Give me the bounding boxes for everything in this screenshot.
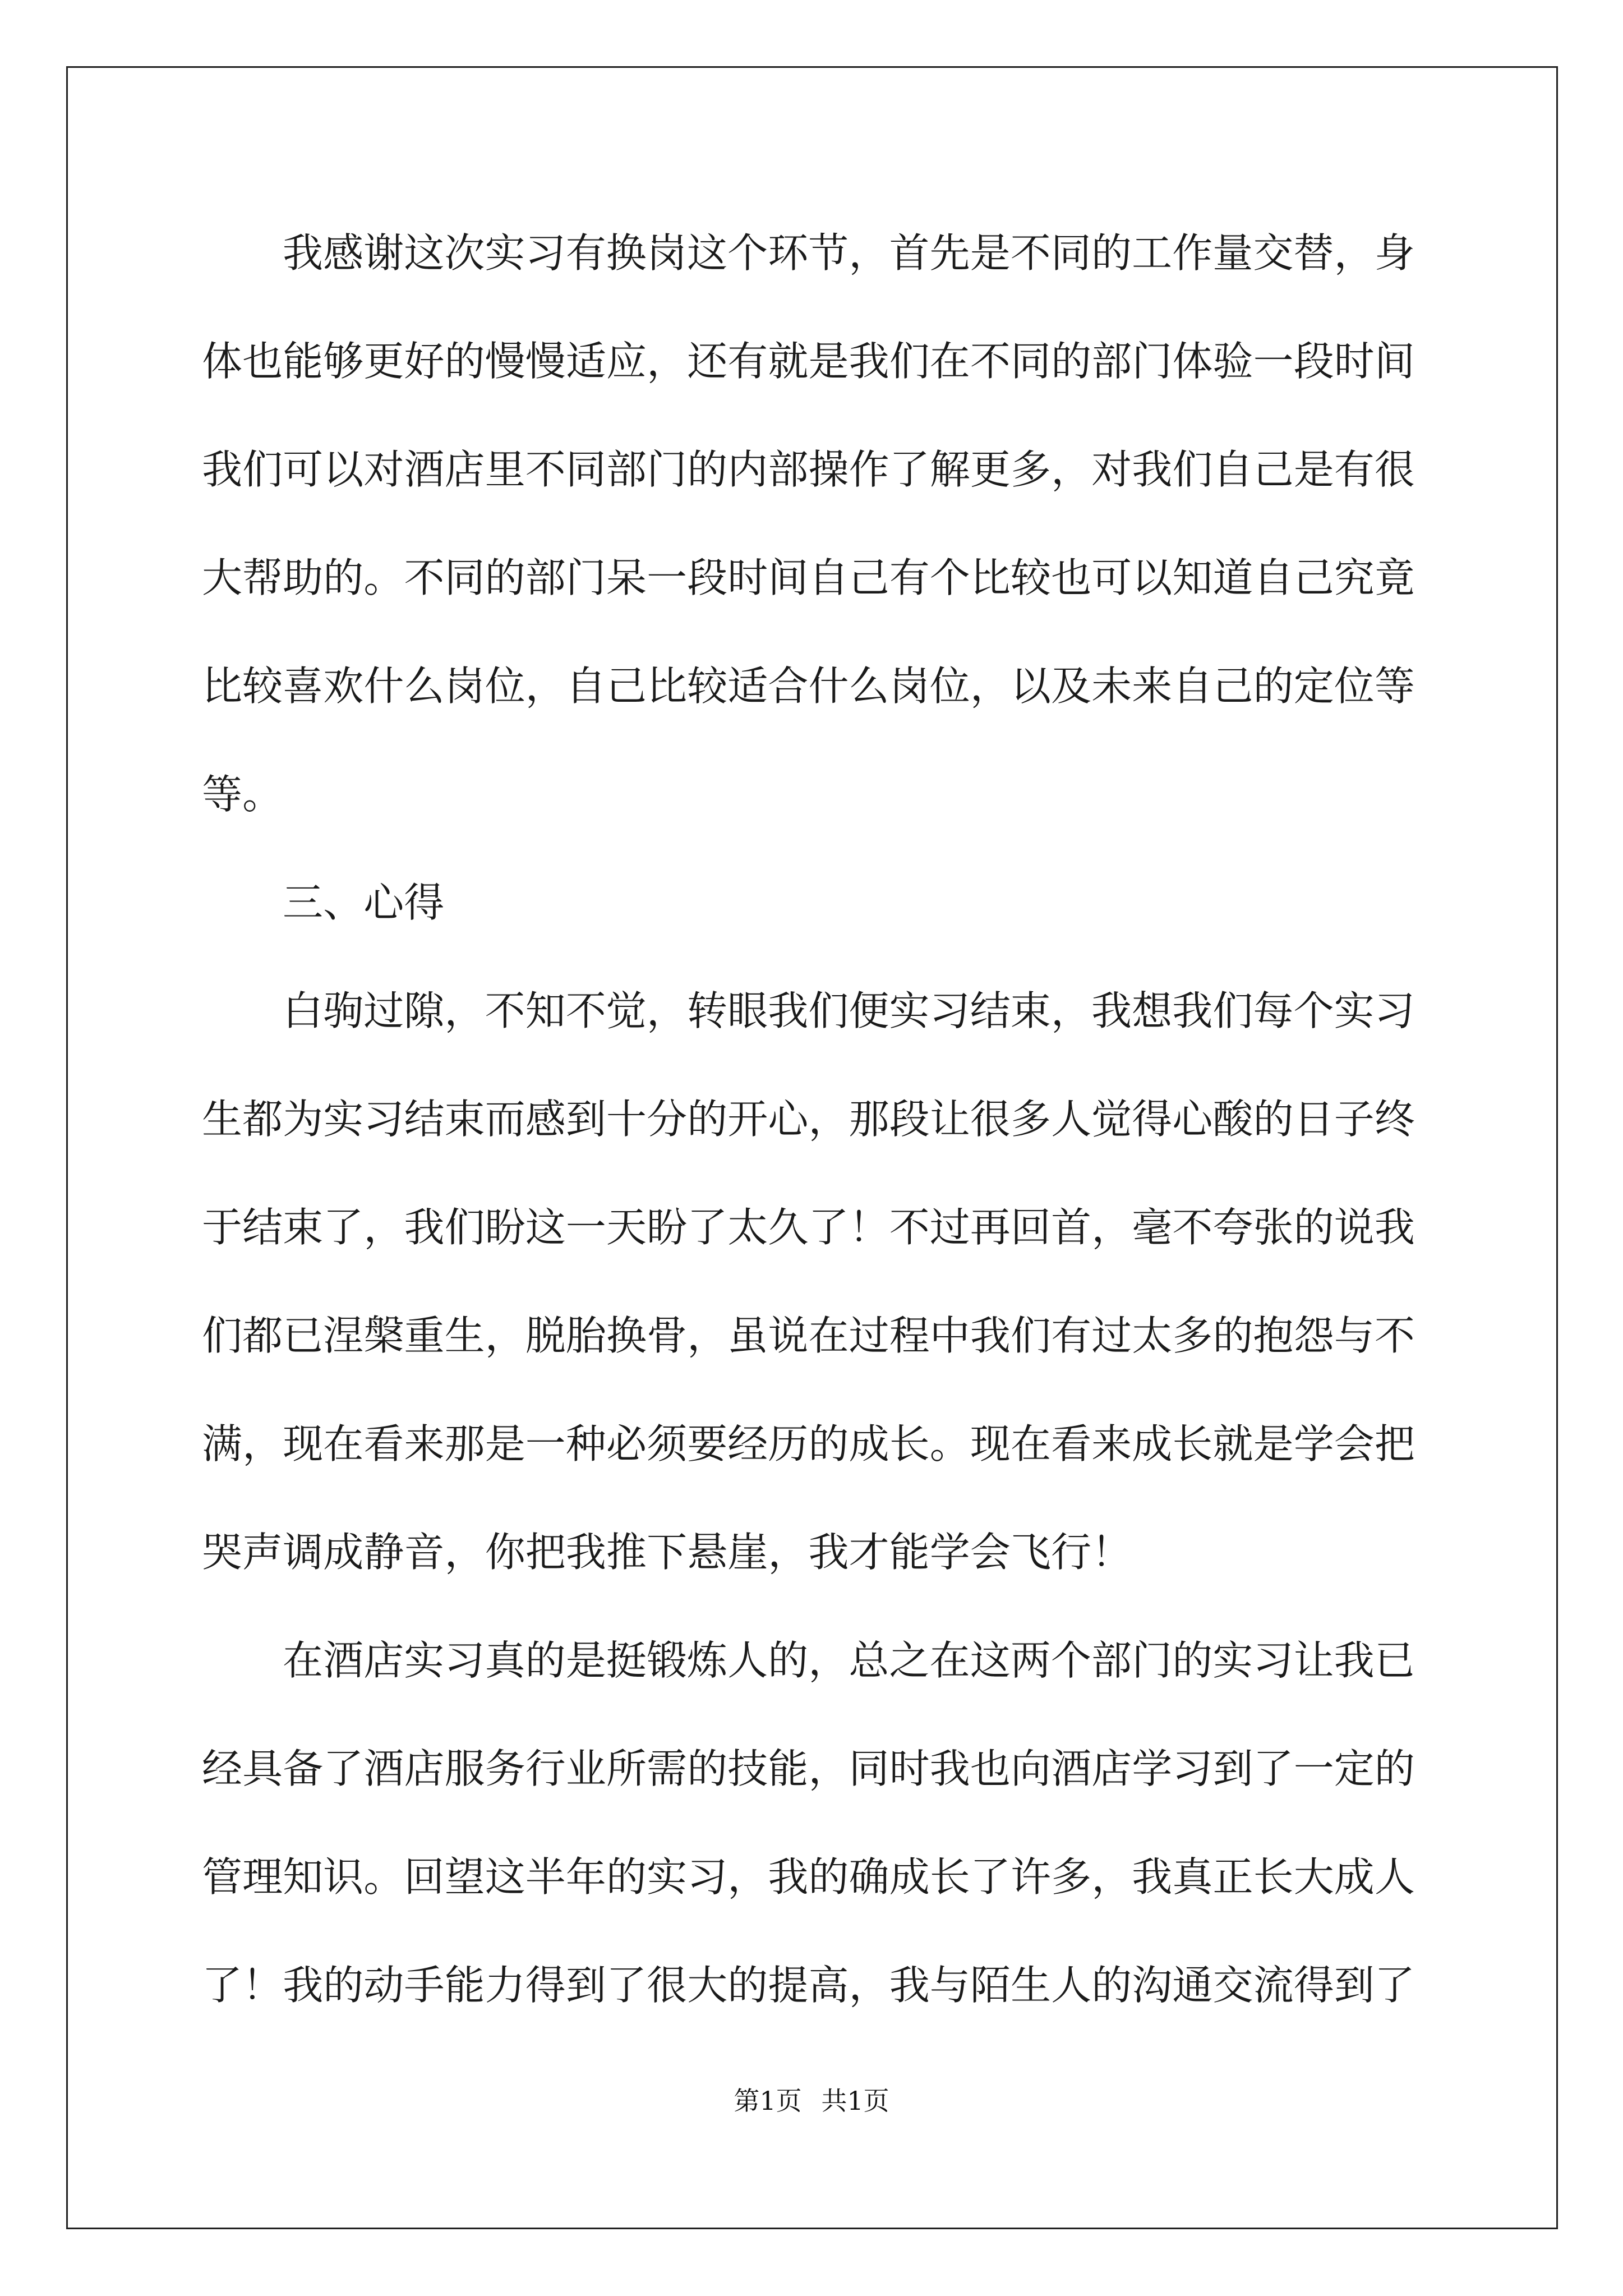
page-number: 第1页: [734, 2086, 802, 2116]
text-line: 了！我的动手能力得到了很大的提高，我与陌生人的沟通交流得到了: [202, 1962, 1415, 2009]
text-line: 大帮助的。不同的部门呆一段时间自己有个比较也可以知道自己究竟: [202, 554, 1415, 601]
document-body: [202, 199, 1430, 2040]
section-heading: 三、心得: [283, 879, 445, 926]
text-line: 体也能够更好的慢慢适应，还有就是我们在不同的部门体验一段时间: [202, 338, 1415, 385]
text-line: 等。: [202, 771, 283, 818]
text-line: 我们可以对酒店里不同部门的内部操作了解更多，对我们自己是有很: [202, 446, 1415, 493]
text-line: 白驹过隙，不知不觉，转眼我们便实习结束，我想我们每个实习: [283, 987, 1415, 1034]
text-line: 生都为实习结束而感到十分的开心，那段让很多人觉得心酸的日子终: [202, 1096, 1415, 1143]
text-line: 我感谢这次实习有换岗这个环节，首先是不同的工作量交替，身: [283, 229, 1415, 277]
text-line: 满，现在看来那是一种必须要经历的成长。现在看来成长就是学会把: [202, 1420, 1415, 1467]
page-total: 共1页: [821, 2086, 889, 2116]
text-line: 于结束了，我们盼这一天盼了太久了！不过再回首，毫不夸张的说我: [202, 1204, 1415, 1251]
text-line: 比较喜欢什么岗位，自己比较适合什么岗位，以及未来自己的定位等: [202, 662, 1415, 710]
page-footer: [0, 2084, 1623, 2118]
text-line: 管理知识。回望这半年的实习，我的确成长了许多，我真正长大成人: [202, 1853, 1415, 1901]
text-line: 哭声调成静音，你把我推下悬崖，我才能学会飞行！: [202, 1529, 1132, 1576]
text-line: 们都已涅槃重生，脱胎换骨，虽说在过程中我们有过太多的抱怨与不: [202, 1312, 1415, 1359]
text-line: 经具备了酒店服务行业所需的技能，同时我也向酒店学习到了一定的: [202, 1745, 1415, 1792]
text-line: 在酒店实习真的是挺锻炼人的，总之在这两个部门的实习让我已: [283, 1637, 1415, 1684]
